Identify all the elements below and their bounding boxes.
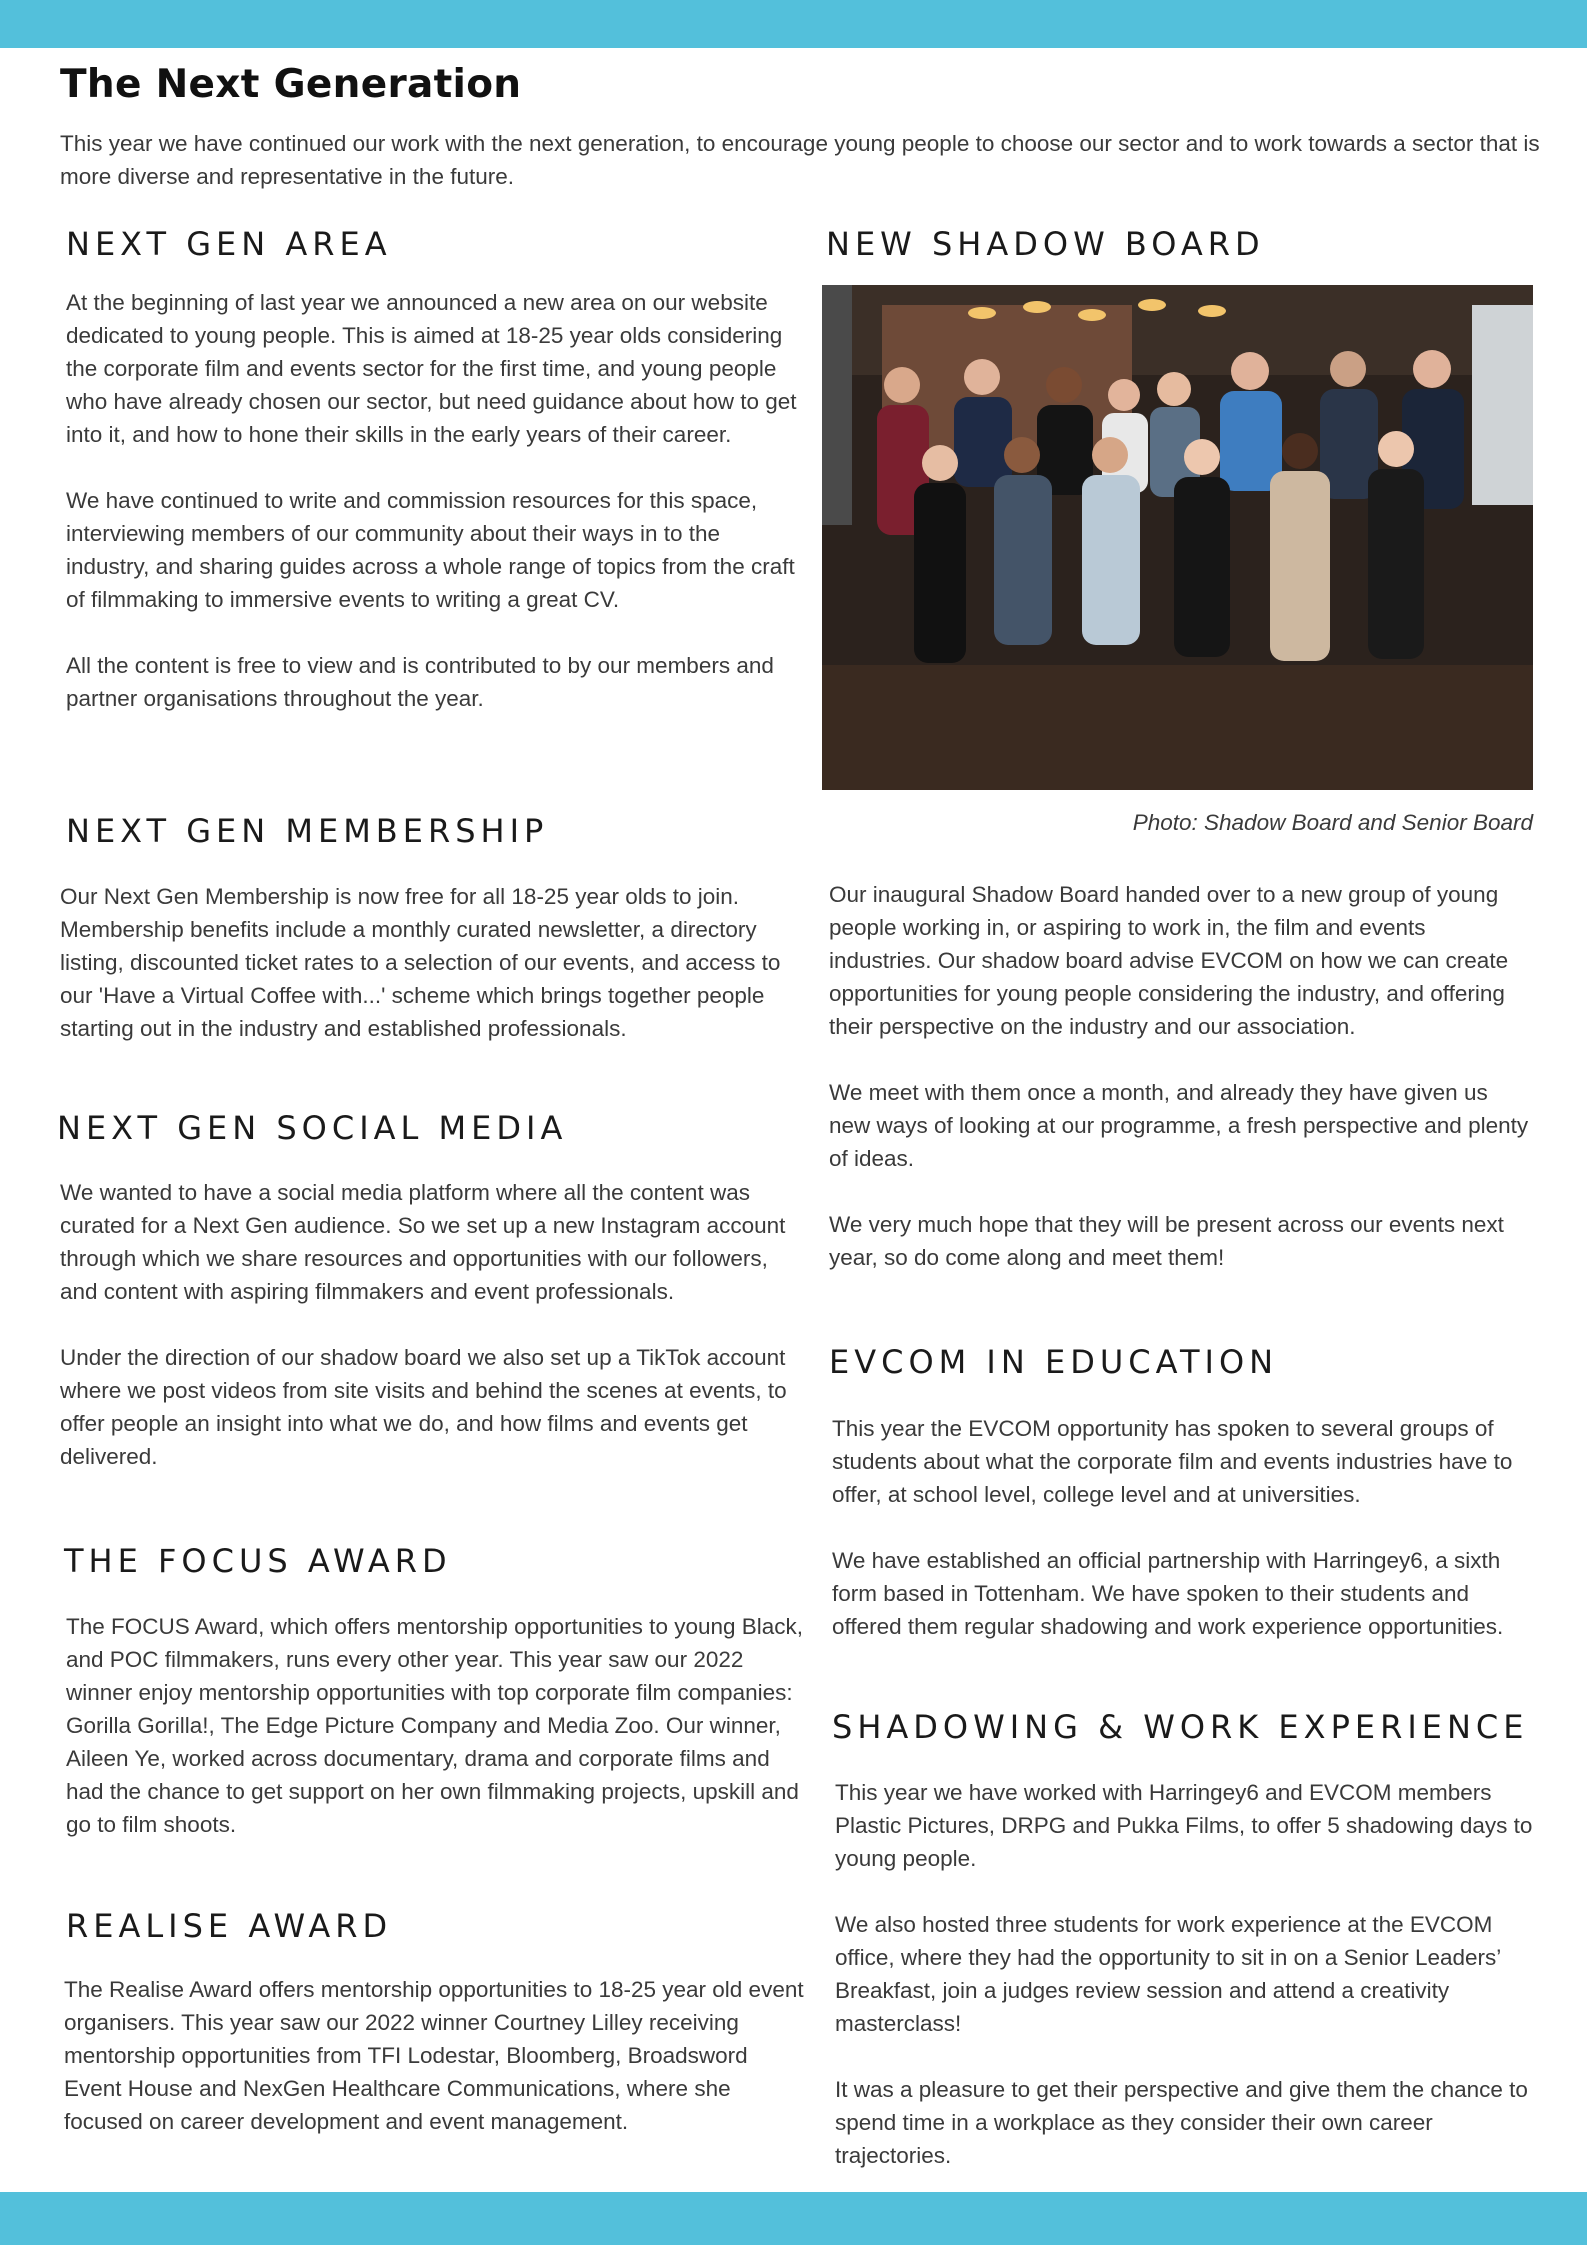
paragraph: This year we have worked with Harringey6 and EVCOM members Plastic Pictures, DRPG and Pukka Films, to offer 5 shadowing days to young people. — [835, 1780, 1533, 1871]
shadowing-work-experience-body — [835, 1776, 1535, 2172]
next-gen-social-body — [60, 1176, 800, 1473]
realise-award-body — [64, 1973, 804, 2138]
group-photo-illustration — [822, 285, 1533, 790]
paragraph: We also hosted three students for work experience at the EVCOM office, where they had the opportunity to sit in on a Senior Leaders’ Breakfast, join a judges review session and attend a creativity masterclass! — [835, 1912, 1501, 2036]
focus-award-heading: THE FOCUS AWARD — [64, 1542, 452, 1580]
paragraph: Under the direction of our shadow board we also set up a TikTok account where we post videos from site visits and behind the scenes at events, to offer people an insight into what we do, and how films and events get delivered. — [60, 1345, 787, 1469]
top-color-band — [0, 0, 1587, 48]
realise-award-heading: REALISE AWARD — [66, 1907, 393, 1945]
paragraph: It was a pleasure to get their perspective and give them the chance to spend time in a workplace as they consider their own career trajectories. — [835, 2077, 1528, 2168]
next-gen-area-body — [66, 286, 806, 715]
paragraph: We have established an official partnership with Harringey6, a sixth form based in Tottenham. We have spoken to their students and offered them regular shadowing and work experience opportunities. — [832, 1548, 1504, 1639]
shadow-board-photo — [822, 285, 1533, 790]
paragraph: This year the EVCOM opportunity has spoken to several groups of students about what the corporate film and events industries have to offer, at school level, college level and at universities. — [832, 1416, 1513, 1507]
paragraph: We have continued to write and commission resources for this space, interviewing members of our community about their ways in to the industry, and sharing guides across a whole range of topics from the craft of filmmaking to immersive events to writing a great CV. — [66, 488, 795, 612]
paragraph: Our inaugural Shadow Board handed over to a new group of young people working in, or aspiring to work in, the film and events industries. Our shadow board advise EVCOM on how we can create opportunities for young people considering the industry, and offering their perspective on the industry and our association. — [829, 882, 1509, 1039]
paragraph: The FOCUS Award, which offers mentorship opportunities to young Black, and POC filmmakers, runs every other year. This year saw our 2022 winner enjoy mentorship opportunities with top corporate film companies: Gorilla Gorilla!, The Edge Picture Company and Media Zoo. Our winner, Aileen Ye, worked across documentary, drama and corporate films and had the chance to get support on her own filmmaking projects, upskill and go to film shoots. — [66, 1614, 804, 1837]
paragraph: At the beginning of last year we announced a new area on our website dedicated to young people. This is aimed at 18-25 year olds considering the corporate film and events sector for the first time, and young people who have already chosen our sector, but need guidance about how to get into it, and how to hone their skills in the early years of their career. — [66, 290, 797, 447]
paragraph: We very much hope that they will be present across our events next year, so do come along and meet them! — [829, 1212, 1504, 1270]
focus-award-body — [66, 1610, 806, 1841]
shadow-board-body — [829, 878, 1529, 1274]
paragraph: All the content is free to view and is contributed to by our members and partner organisations throughout the year. — [66, 653, 774, 711]
evcom-education-heading: EVCOM IN EDUCATION — [829, 1343, 1279, 1381]
page-title: The Next Generation — [60, 62, 522, 107]
intro-paragraph: This year we have continued our work with the next generation, to encourage young people to choose our sector and to work towards a sector that is more diverse and representative in the future. — [60, 131, 1540, 189]
bottom-color-band — [0, 2192, 1587, 2245]
paragraph: We meet with them once a month, and already they have given us new ways of looking at our programme, a fresh perspective and plenty of ideas. — [829, 1080, 1529, 1171]
photo-caption: Photo: Shadow Board and Senior Board — [1132, 810, 1533, 835]
new-shadow-board-heading: NEW SHADOW BOARD — [826, 225, 1265, 263]
next-gen-membership-body — [60, 880, 800, 1045]
paragraph: Our Next Gen Membership is now free for all 18-25 year olds to join. Membership benefits include a monthly curated newsletter, a directory listing, discounted ticket rates to a selection of our events, and access to our 'Have a Virtual Coffee with...' scheme which brings together people starting out in the industry and established professionals. — [60, 884, 781, 1041]
paragraph: We wanted to have a social media platform where all the content was curated for a Next Gen audience. So we set up a new Instagram account through which we share resources and opportunities with our followers, and content with aspiring filmmakers and event professionals. — [60, 1180, 786, 1304]
next-gen-area-heading: NEXT GEN AREA — [66, 225, 392, 263]
shadowing-work-experience-heading: SHADOWING & WORK EXPERIENCE — [832, 1708, 1529, 1746]
evcom-education-body — [832, 1412, 1544, 1643]
paragraph: The Realise Award offers mentorship opportunities to 18-25 year old event organisers. This year saw our 2022 winner Courtney Lilley receiving mentorship opportunities from TFI Lodestar, Bloomberg, Broadsword Event House and NexGen Healthcare Communications, where she focused on career development and event management. — [64, 1977, 804, 2134]
next-gen-membership-heading: NEXT GEN MEMBERSHIP — [66, 812, 549, 850]
next-gen-social-heading: NEXT GEN SOCIAL MEDIA — [57, 1109, 568, 1147]
